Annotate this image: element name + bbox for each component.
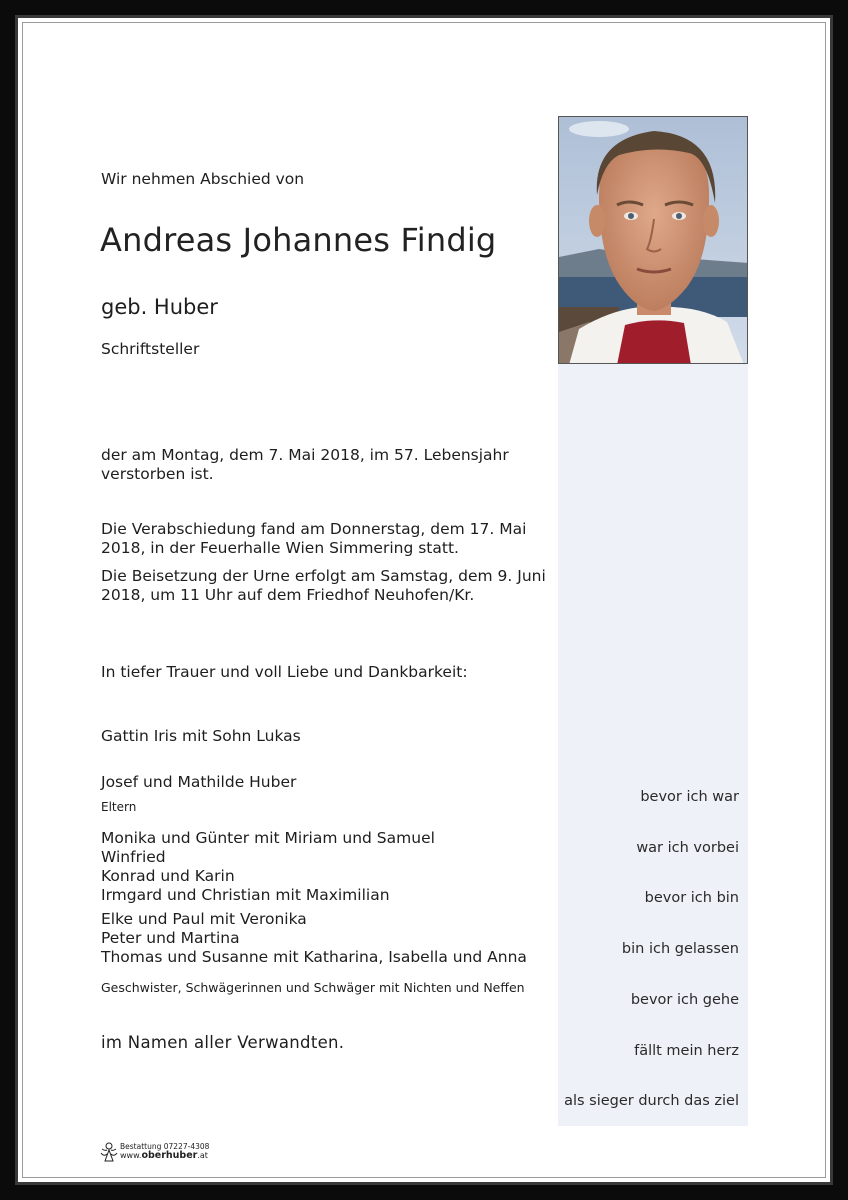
burial-notice: Die Beisetzung der Urne erfolgt am Samstag, dem 9. Juni 2018, um 11 Uhr auf dem Friedhof Neuhofen/Kr. bbox=[101, 567, 546, 604]
closing-line: im Namen aller Verwandten. bbox=[101, 1033, 345, 1052]
web-brand: oberhuber bbox=[141, 1150, 198, 1161]
logo-label: Bestattung bbox=[120, 1142, 162, 1151]
birth-name: geb. Huber bbox=[101, 295, 218, 319]
death-notice: der am Montag, dem 7. Mai 2018, im 57. Lebensjahr verstorben ist. bbox=[101, 446, 509, 483]
deceased-name: Andreas Johannes Findig bbox=[100, 221, 497, 259]
profession: Schriftsteller bbox=[101, 340, 200, 358]
sibling-entry: Peter und Martina bbox=[101, 929, 240, 947]
poem-line: bevor ich gehe bbox=[630, 992, 739, 1008]
sibling-entry: Thomas und Susanne mit Katharina, Isabella und Anna bbox=[101, 948, 527, 966]
portrait-photo bbox=[558, 116, 748, 364]
parents-label: Eltern bbox=[101, 800, 137, 814]
sibling-entry: Konrad und Karin bbox=[101, 867, 235, 885]
web-prefix: www. bbox=[120, 1151, 142, 1160]
poem-line: fällt mein herz bbox=[634, 1043, 739, 1059]
poem-line: bevor ich war bbox=[640, 789, 739, 805]
funeral-home-logo bbox=[100, 1141, 210, 1165]
farewell-notice: Die Verabschiedung fand am Donnerstag, dem 17. Mai 2018, in der Feuerhalle Wien Simmering statt. bbox=[101, 520, 527, 557]
logo-phone: 07227-4308 bbox=[163, 1142, 210, 1151]
poem-line: bevor ich bin bbox=[644, 890, 739, 906]
web-suffix: .at bbox=[197, 1151, 208, 1160]
grief-line: In tiefer Trauer und voll Liebe und Dankbarkeit: bbox=[101, 663, 468, 681]
intro-text: Wir nehmen Abschied von bbox=[101, 170, 305, 188]
sibling-entry: Winfried bbox=[101, 848, 166, 866]
sibling-entry: Monika und Günter mit Miriam und Samuel bbox=[101, 829, 435, 847]
siblings-group-a bbox=[101, 829, 561, 905]
family-parents: Josef und Mathilde Huber bbox=[101, 773, 297, 791]
poem-line: war ich vorbei bbox=[636, 840, 739, 856]
family-spouse: Gattin Iris mit Sohn Lukas bbox=[101, 727, 301, 745]
poem-line: als sieger durch das ziel bbox=[564, 1093, 739, 1109]
siblings-label: Geschwister, Schwägerinnen und Schwäger mit Nichten und Neffen bbox=[101, 980, 525, 995]
poem-line: bin ich gelassen bbox=[621, 941, 739, 957]
sibling-entry: Irmgard und Christian mit Maximilian bbox=[101, 886, 390, 904]
logo-text bbox=[120, 1142, 209, 1160]
siblings-group-b bbox=[101, 910, 561, 967]
portrait-image bbox=[559, 117, 748, 364]
angel-icon bbox=[100, 1141, 118, 1163]
sibling-entry: Elke und Paul mit Veronika bbox=[101, 910, 307, 928]
